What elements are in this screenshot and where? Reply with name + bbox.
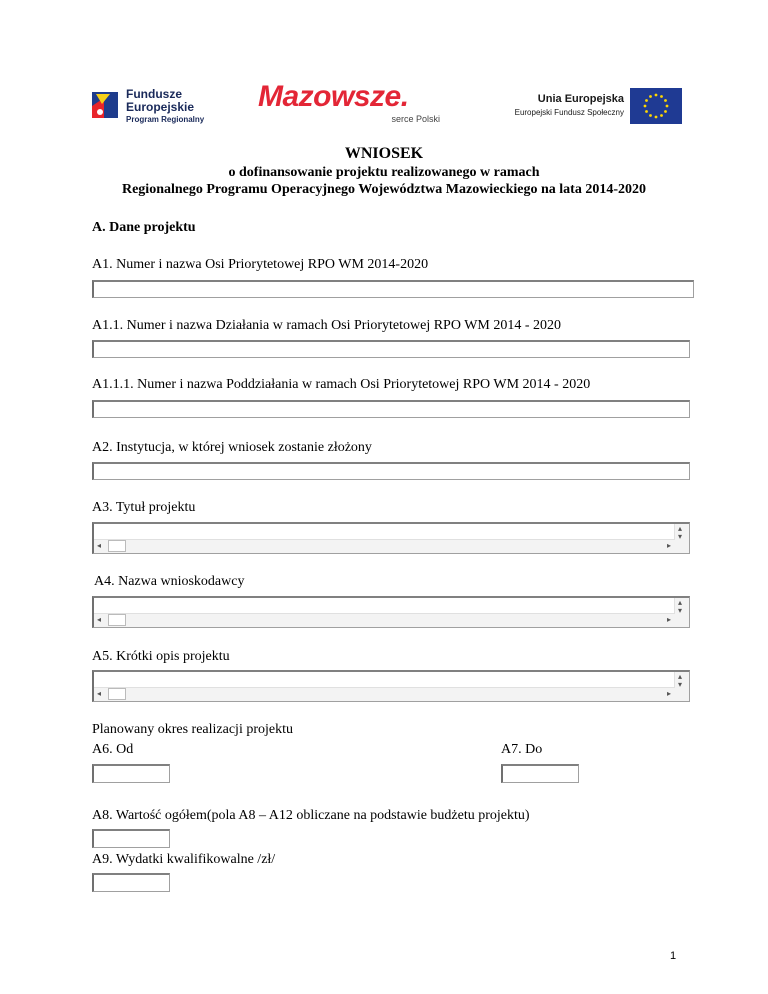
a3-label: A3. Tytuł projektu [92, 500, 196, 515]
a3-textarea[interactable] [92, 522, 690, 554]
title-line-2: o dofinansowanie projektu realizowanego w ramach [228, 165, 540, 180]
scroll-thumb[interactable] [108, 540, 126, 552]
a5-label: A5. Krótki opis projektu [92, 649, 230, 664]
a4-vertical-scrollbar[interactable] [674, 598, 689, 627]
fe-line2: Europejskie [126, 100, 195, 114]
a9-label: A9. Wydatki kwalifikowalne /zł/ [92, 852, 276, 867]
a5-textarea[interactable] [92, 670, 690, 702]
mazowsze-wordmark: Mazowsze. [258, 80, 409, 113]
title-line-3: Regionalnego Programu Operacyjnego Województwa Mazowieckiego na lata 2014-2020 [121, 182, 647, 197]
a1-label: A1. Numer i nazwa Osi Priorytetowej RPO WM 2014-2020 [92, 257, 429, 272]
scroll-down-icon[interactable]: ▾ [678, 680, 683, 689]
unia-europejska-logo [502, 88, 682, 128]
a111-label: A1.1.1. Numer i nazwa Poddziałania w ramach Osi Priorytetowej RPO WM 2014 - 2020 [92, 377, 591, 392]
fundusze-europejskie-logo [88, 86, 218, 126]
ue-line1: Unia Europejska [537, 93, 624, 105]
a4-horizontal-scrollbar[interactable] [94, 613, 675, 627]
a111-input[interactable] [92, 400, 690, 418]
fe-line1: Fundusze [126, 87, 182, 101]
a6-date-input[interactable] [92, 764, 170, 783]
a9-input[interactable] [92, 873, 170, 892]
a5-vertical-scrollbar[interactable] [674, 672, 689, 701]
scroll-right-icon[interactable]: ▸ [666, 541, 671, 550]
fe-line3: Program Regionalny [126, 115, 205, 124]
a3-vertical-scrollbar[interactable] [674, 524, 689, 553]
scroll-right-icon[interactable]: ▸ [666, 689, 671, 698]
section-a-heading: A. Dane projektu [92, 220, 196, 235]
a5-horizontal-scrollbar[interactable] [94, 687, 675, 701]
a2-input[interactable] [92, 462, 690, 480]
a8-input[interactable] [92, 829, 170, 848]
mazowsze-logo [258, 80, 448, 130]
a11-input[interactable] [92, 340, 690, 358]
ue-line2: Europejski Fundusz Społeczny [514, 108, 624, 117]
scroll-right-icon[interactable]: ▸ [666, 615, 671, 624]
eu-flag-icon [630, 88, 682, 124]
scroll-up-icon[interactable]: ▴ [678, 598, 683, 607]
a1-input[interactable] [92, 280, 694, 298]
period-label: Planowany okres realizacji projektu [92, 722, 293, 737]
a3-horizontal-scrollbar[interactable] [94, 539, 675, 553]
scroll-up-icon[interactable]: ▴ [678, 524, 683, 533]
scroll-left-icon[interactable]: ◂ [97, 615, 102, 624]
a4-label: A4. Nazwa wnioskodawcy [94, 574, 245, 589]
a7-date-input[interactable] [501, 764, 579, 783]
page-number: 1 [670, 950, 677, 962]
mazowsze-tagline: serce Polski [391, 114, 440, 124]
scroll-thumb[interactable] [108, 688, 126, 700]
scroll-down-icon[interactable]: ▾ [678, 532, 683, 541]
a8-label: A8. Wartość ogółem(pola A8 – A12 obliczane na podstawie budżetu projektu) [92, 808, 530, 823]
scroll-left-icon[interactable]: ◂ [97, 541, 102, 550]
scroll-down-icon[interactable]: ▾ [678, 606, 683, 615]
a7-label: A7. Do [501, 742, 543, 757]
scroll-left-icon[interactable]: ◂ [97, 689, 102, 698]
a11-label: A1.1. Numer i nazwa Działania w ramach Osi Priorytetowej RPO WM 2014 - 2020 [92, 318, 562, 333]
scroll-thumb[interactable] [108, 614, 126, 626]
a6-label: A6. Od [92, 742, 134, 757]
a2-label: A2. Instytucja, w której wniosek zostanie złożony [92, 440, 372, 455]
scroll-up-icon[interactable]: ▴ [678, 672, 683, 681]
fe-flag-icon [88, 88, 122, 122]
a4-textarea[interactable] [92, 596, 690, 628]
page-title: WNIOSEK [344, 145, 424, 162]
